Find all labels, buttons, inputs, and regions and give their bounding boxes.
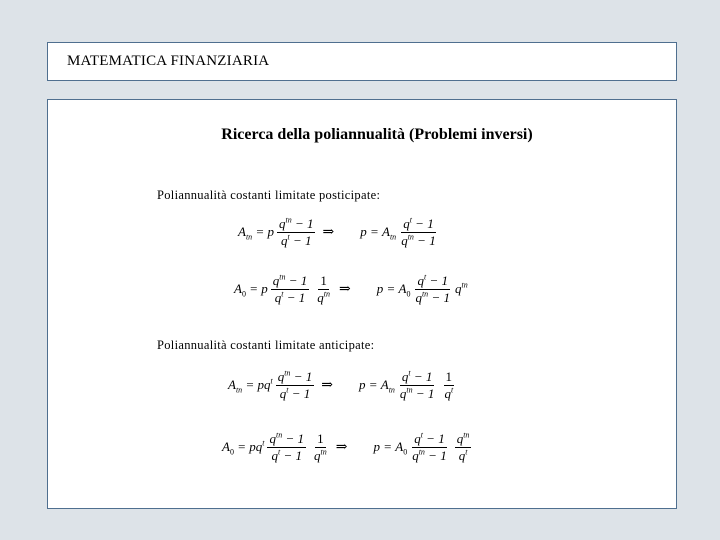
- formula-anticipate-2: $A_0$ = $pq^t$ $\frac{q^{tn} - 1}{q^t - 1}$ $\frac{1}{q^{tn}}$ ⇒ p = $A_0$ $\frac{q^t - 1}{q^{tn} - 1}$ $\frac{q^{tn}}{q^t}$: [222, 430, 470, 463]
- slide-title: [48, 126, 676, 144]
- section-label-anticipate: Poliannualità costanti limitate anticipate:: [157, 338, 375, 352]
- header-bar: [47, 42, 677, 81]
- slide-content: [47, 99, 677, 509]
- section-label-posticipate: Poliannualità costanti limitate posticipate:: [157, 188, 381, 202]
- formula-posticipate-1: $A_{tn}$ = p $\frac{q^{tn} - 1}{q^t - 1}$ ⇒ p = $A_{tn}$ $\frac{q^t - 1}{q^{tn} - 1}$: [238, 215, 436, 248]
- header-title: MATEMATICA FINANZIARIA: [67, 53, 270, 69]
- slide-title-text: Ricerca della poliannualità (Problemi inversi): [221, 126, 533, 143]
- formula-posticipate-2: $A_0$ = p $\frac{q^{tn} - 1}{q^t - 1}$ $\frac{1}{q^{tn}}$ ⇒ p = $A_0$ $\frac{q^t - 1}{q^{tn} - 1}$ $q^{tn}$: [234, 272, 468, 305]
- formula-anticipate-1: $A_{tn}$ = $pq^t$ $\frac{q^{tn} - 1}{q^t - 1}$ ⇒ p = $A_{tn}$ $\frac{q^t - 1}{q^{tn} - 1}$ $\frac{1}{q^t}$: [228, 368, 454, 401]
